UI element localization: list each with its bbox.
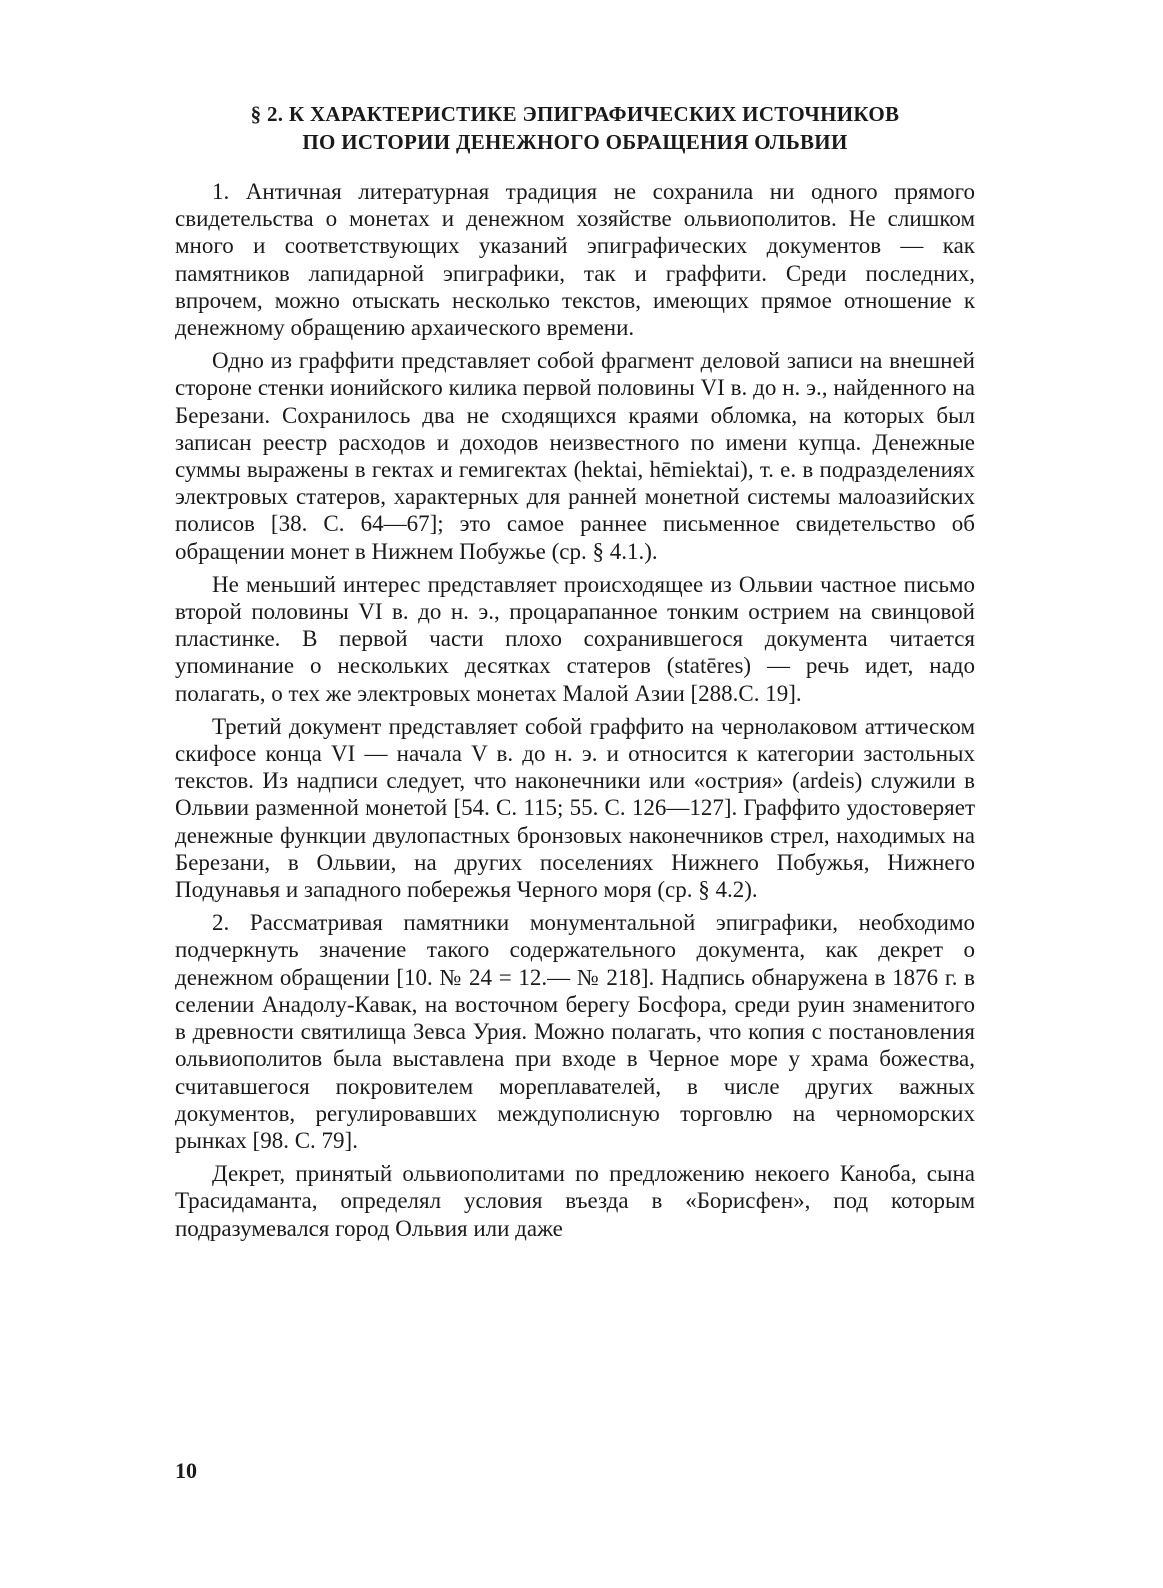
- paragraph-5: 2. Рассматривая памятники монументальной эпиграфики, необходимо подчеркнуть значение такого содержательного документа, как декрет о денежном обращении [10. № 24 = 12.— № 218]. Надпись обнаружена в 1876 г. в селении Анадолу-Кавак, на восточном берегу Босфора, среди руин знаменитого в древности святилища Зевса Урия. Можно полагать, что копия с постановления ольвиополитов была выставлена при входе в Черное море у храма божества, считавшегося покровителем мореплавателей, в числе других важных документов, регулировавших междуполисную торговлю на черноморских рынках [98. С. 79].: [175, 910, 975, 1153]
- page-number: 10: [175, 1458, 197, 1483]
- paragraph-3: Не меньший интерес представляет происходящее из Ольвии частное письмо второй половины VI в. до н. э., процарапанное тонким острием на свинцовой пластинке. В первой части плохо сохранившегося документа читается упоминание о нескольких десятках статеров (statēres) — речь идет, надо полагать, о тех же электровых монетах Малой Азии [288.С. 19].: [175, 571, 975, 706]
- section-heading-line-2: ПО ИСТОРИИ ДЕНЕЖНОГО ОБРАЩЕНИЯ ОЛЬВИИ: [302, 130, 848, 154]
- page-body: [175, 100, 975, 1248]
- paragraph-2: Одно из граффити представляет собой фрагмент деловой записи на внешней стороне стенки ионийского килика первой половины VI в. до н. э., найденного на Березани. Сохранилось два не сходящихся краями обломка, на которых был записан реестр расходов и доходов неизвестного по имени купца. Денежные суммы выражены в гектах и гемигектах (hektai, hēmiektai), т. е. в подразделениях электровых статеров, характерных для ранней монетной системы малоазийских полисов [38. С. 64—67]; это самое раннее письменное свидетельство об обращении монет в Нижнем Побужье (ср. § 4.1.).: [175, 348, 975, 564]
- paragraph-6: Декрет, принятый ольвиополитами по предложению некоего Каноба, сына Трасидаманта, определял условия въезда в «Борисфен», под которым подразумевался город Ольвия или даже: [175, 1161, 975, 1241]
- section-heading: [175, 100, 975, 156]
- section-heading-line-1: § 2. К ХАРАКТЕРИСТИКЕ ЭПИГРАФИЧЕСКИХ ИСТОЧНИКОВ: [250, 102, 900, 126]
- paragraph-1: 1. Античная литературная традиция не сохранила ни одного прямого свидетельства о монетах и денежном хозяйстве ольвиополитов. Не слишком много и соответствующих указаний эпиграфических документов — как памятников лапидарной эпиграфики, так и граффити. Среди последних, впрочем, можно отыскать несколько текстов, имеющих прямое отношение к денежному обращению архаического времени.: [175, 179, 975, 341]
- paragraph-4: Третий документ представляет собой граффито на чернолаковом аттическом скифосе конца VI — начала V в. до н. э. и относится к категории застольных текстов. Из надписи следует, что наконечники или «острия» (ardeis) служили в Ольвии разменной монетой [54. С. 115; 55. С. 126—127]. Граффито удостоверяет денежные функции двулопастных бронзовых наконечников стрел, находимых на Березани, в Ольвии, на других поселениях Нижнего Побужья, Нижнего Подунавья и западного побережья Черного моря (ср. § 4.2).: [175, 713, 975, 903]
